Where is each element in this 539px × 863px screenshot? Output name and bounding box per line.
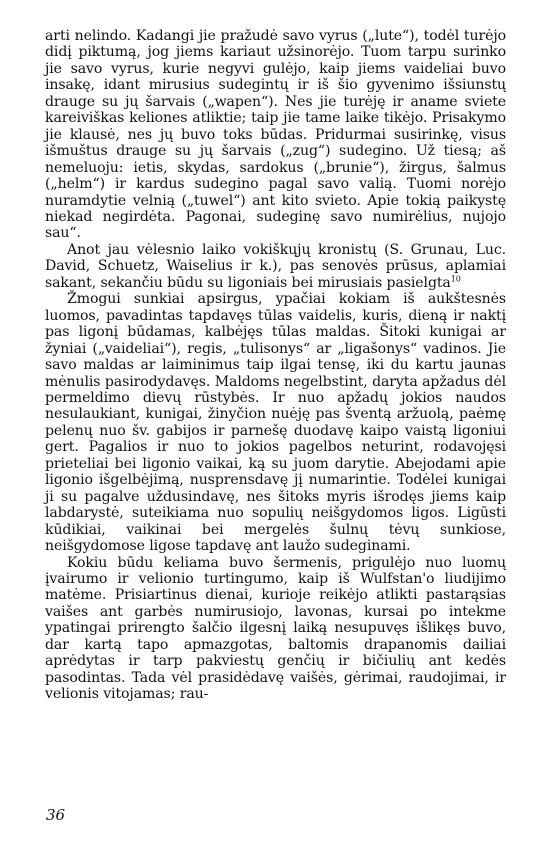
paragraph-2-text: Anot jau vėlesnio laiko vokiškųjų kronistų (S. Grunau, Luc. David, Schuetz, Waiselius ir k.), pas senovės prūsus, aplamiai sakant, sekančiu būdu su ligoniais bei mirusiais pasielgta	[45, 241, 506, 291]
page-number: 36	[46, 806, 66, 824]
paragraph-3: Žmogui sunkiai apsirgus, ypačiai kokiam iš aukštesnės luomos, pavadintas tapdavęs tūlas vaidelis, kuris, dieną ir naktį pas ligonį būdamas, kalbėjęs tūlas maldas. Šitoki kunigai ar žyniai („vaideliai“), regis, „tulisonys“ ar „ligašonys“ vadinos. Jie savo maldas ar laiminimus taip ilgai tensę, iki du kartu jaunas mėnulis pasirodydavęs. Maldoms negelbstint, daryta apžadus dėl permeldimo dievų rūstybės. Ir nuo apžadų jokios naudos nesulaukiant, kunigai, žinyčion nuėję pas šventą aržuolą, paėmę pelenų nuo šv. gabijos ir parnešę duodavę kaipo vaistą ligoniui gert. Pagalios ir nuo to jokios pagelbos neturint, rodavojęsi prieteliai bei ligonio vaikai, ką su juom darytie. Abejodami apie ligonio išgelbėjimą, nusprensdavę jį numarintie. Todėlei kunigai ji su pagalve uždusindavę, nes šitoks myris išrodęs jiems kaip labdarystė, suteikiama nuo sopulių neišgydomos ligos. Ligūsti kūdikiai, vaikinai bei mergelės šulnų tėvų sunkiose, neišgydomose ligose tapdavę ant laužo sudeginami.	[45, 291, 506, 555]
paragraph-1: arti nelindo. Kadangi jie pražudė savo vyrus („lute“), todėl turėjo didį piktumą, jog jiems kariaut užsinorėjo. Tuom tarpu surinko jie savo vyrus, kurie negyvi gulėjo, kaip jiems vaideliai buvo insakę, idant mirusius sudegintų ir iš šio gyvenimo išsiunstų drauge su jų šarvais („wapen“). Nes jie turėję ir aname sviete kareiviškas keliones atliktie; taip jie tame laike tikėjo. Prisakymo jie klausė, nes jų buvo toks būdas. Pridurmai susirinkę, visus išmuštus drauge su jų šarvais („zug“) sudegino. Už tiesą; aš nemeluoju: ietis, skydas, sardokus („brunie“), žirgus, šalmus („helm“) ir kardus sudegino pagal savo valią. Tuomi norėjo nuramdytie velnią („tuwel“) ant kito svieto. Apie tokią paikystę niekad negirdėta. Pagonai, sudeginę savo numirėlius, nujojo sau“.	[45, 28, 506, 242]
footnote-reference: 10	[450, 274, 461, 284]
paragraph-4: Kokiu būdu keliama buvo šermenis, prigulėjo nuo luomų įvairumo ir velionio turtingumo, kaip iš Wulfstan'o liudijimo matėme. Prisiartinus dienai, kurioje reikėjo atlikti pastarąsias vaišes ant garbės numirusiojo, lavonas, kursai po intekme ypatingai prirengto šalčio ilgesnį laiką nesupuvęs išlikęs buvo, dar kartą tapo apmazgotas, baltomis drapanomis dailiai aprėdytas ir tarp pakviestų genčių ir bičiulių ant kedės pasodintas. Tada vėl prasidėdavę vaišės, gėrimai, raudojimai, ir velionis vitojamas; rau-	[45, 554, 506, 703]
paragraph-2	[45, 242, 506, 291]
